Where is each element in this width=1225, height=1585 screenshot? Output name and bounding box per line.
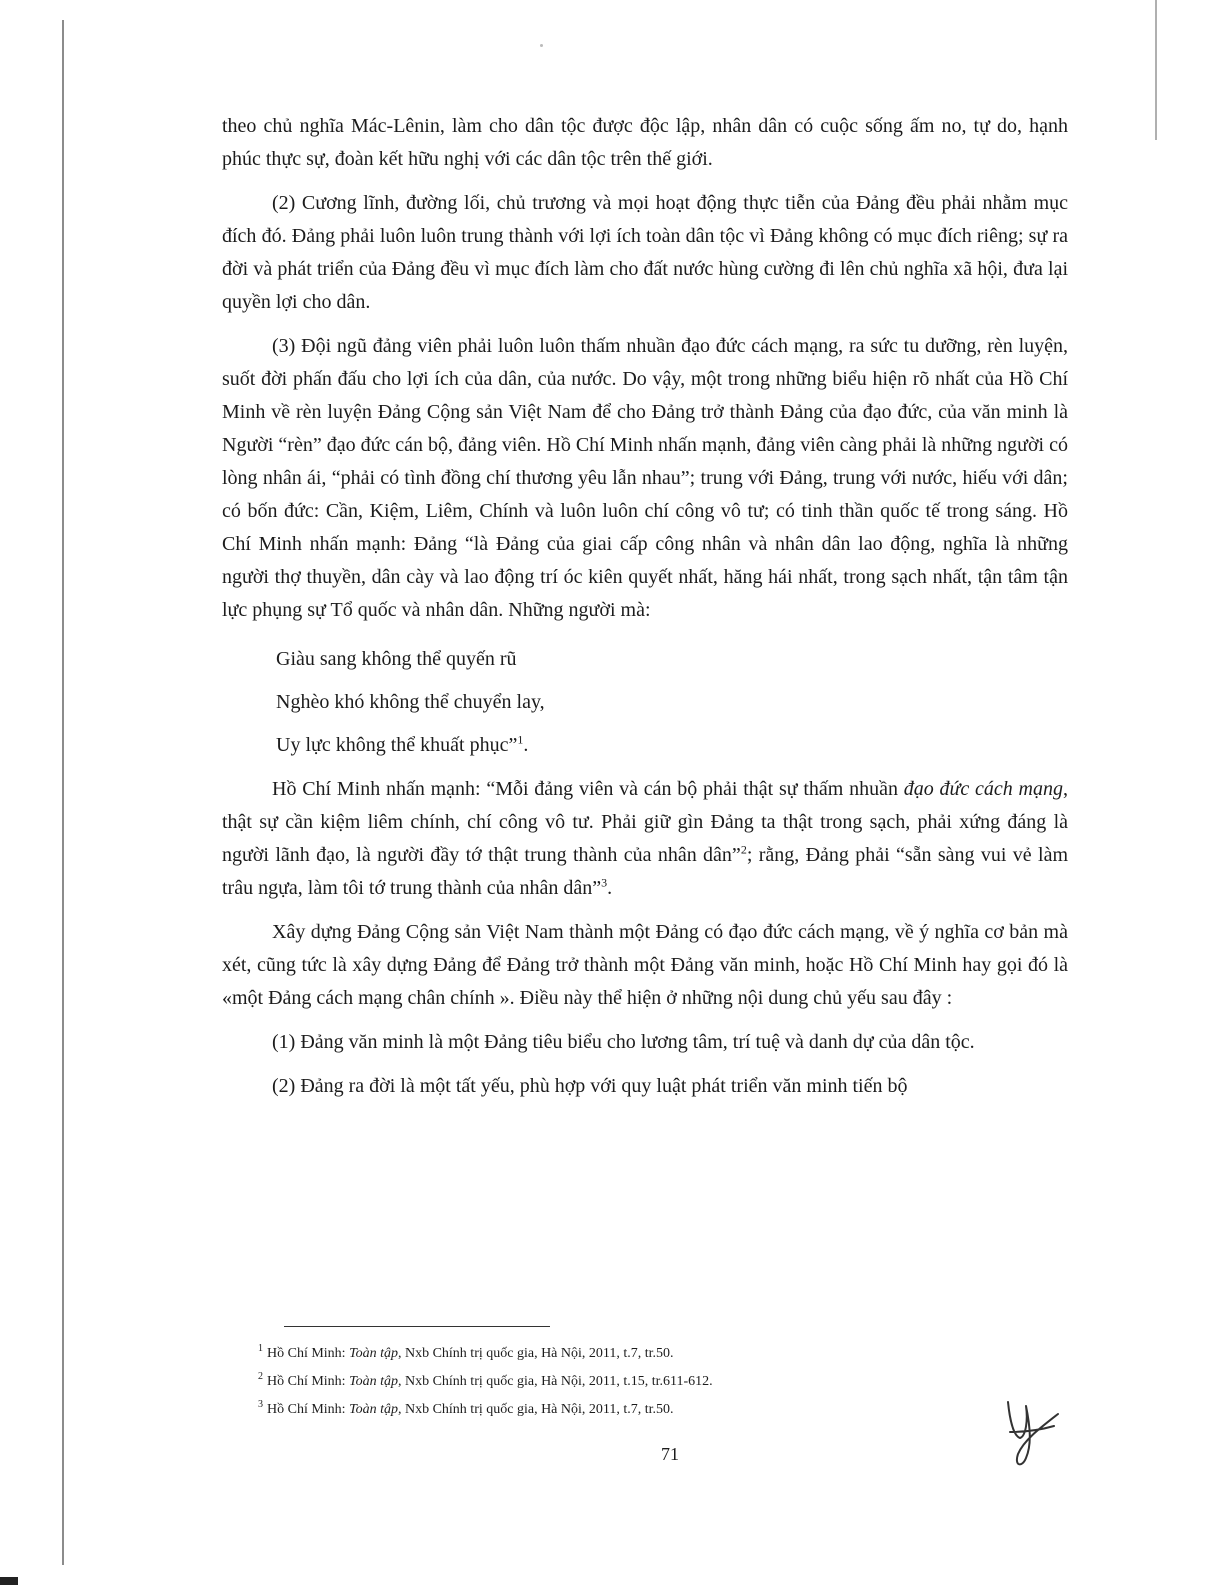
paragraph-4-italic: đạo đức cách mạng	[903, 778, 1064, 800]
footnote-details: , Nxb Chính trị quốc gia, Hà Nội, 2011, t.7, tr.50.	[397, 1402, 674, 1417]
paragraph-4-part-a: Hồ Chí Minh nhấn mạnh: “Mỗi đảng viên và cán bộ phải thật sự thấm nhuần	[272, 778, 904, 800]
footnote-title: Toàn tập	[349, 1374, 398, 1389]
scan-speck	[540, 44, 543, 47]
verse-quote	[276, 638, 1068, 767]
paragraph-continuation: theo chủ nghĩa Mác-Lênin, làm cho dân tộc được độc lập, nhân dân có cuộc sống ấm no, tự do, hạnh phúc thực sự, đoàn kết hữu nghị với các dân tộc trên thế giới.	[222, 115, 1068, 170]
footnote-author: Hồ Chí Minh:	[267, 1402, 350, 1417]
page-number: 71	[661, 1444, 679, 1464]
paragraph-4-part-d: .	[607, 877, 613, 899]
footnote-mark: 1	[258, 1343, 263, 1355]
verse-line-3-text: Uy lực không thể khuất phục”	[276, 734, 518, 756]
footnote-ref-1[interactable]: 1	[517, 732, 524, 747]
verse-line-1: Giàu sang không thể quyến rũ	[276, 648, 517, 670]
footnote-ref-2[interactable]: 2	[740, 842, 747, 857]
footnote-mark: 2	[258, 1371, 263, 1383]
footnote-author: Hồ Chí Minh:	[267, 1346, 350, 1361]
verse-line-2: Nghèo khó không thể chuyển lay,	[276, 691, 545, 713]
footnote-1	[258, 1340, 958, 1368]
paragraph-7: (2) Đảng ra đời là một tất yếu, phù hợp với quy luật phát triển văn minh tiến bộ	[272, 1075, 908, 1097]
paragraph-4	[222, 773, 1068, 905]
footnotes	[258, 1340, 958, 1424]
footnote-title: Toàn tập	[349, 1346, 398, 1361]
footnote-ref-3[interactable]: 3	[601, 875, 608, 890]
footnote-mark: 3	[258, 1399, 263, 1411]
scan-corner-mark	[0, 1577, 18, 1585]
verse-line-3	[276, 724, 1068, 767]
footnote-separator	[284, 1326, 550, 1327]
page-edge-line	[62, 20, 64, 1565]
paragraph-3: (3) Đội ngũ đảng viên phải luôn luôn thấm nhuần đạo đức cách mạng, ra sức tu dưỡng, rèn luyện, suốt đời phấn đấu cho lợi ích của dân, của nước. Do vậy, một trong những biểu hiện rõ nhất của Hồ Chí Minh về rèn luyện Đảng Cộng sản Việt Nam để cho Đảng trở thành Đảng của đạo đức, của văn minh là Người “rèn” đạo đức cán bộ, đảng viên. Hồ Chí Minh nhấn mạnh, đảng viên càng phải là những người có lòng nhân ái, “phải có tình đồng chí thương yêu lẫn nhau”; trung với Đảng, trung với nước, hiếu với dân; có bốn đức: Cần, Kiệm, Liêm, Chính và luôn luôn chí công vô tư; có tinh thần quốc tế trong sáng. Hồ Chí Minh nhấn mạnh: Đảng “là Đảng của giai cấp công nhân và nhân dân lao động, nghĩa là những người thợ thuyền, dân cày và lao động trí óc kiên quyết nhất, hăng hái nhất, trong sạch nhất, tận tâm tận lực phụng sự Tổ quốc và nhân dân. Những người mà:	[222, 335, 1068, 621]
paragraph-4-part-b: , thật sự cần kiệm liêm chính, chí công vô tư. Phải giữ gìn Đảng ta thật trong sạch, phải xứng đáng là người lãnh đạo, là người đầy tớ thật trung thành của nhân dân”	[222, 778, 1069, 866]
footnote-title: Toàn tập	[349, 1402, 398, 1417]
footnote-2	[258, 1368, 958, 1396]
footnote-details: , Nxb Chính trị quốc gia, Hà Nội, 2011, t.7, tr.50.	[397, 1346, 674, 1361]
paragraph-5: Xây dựng Đảng Cộng sản Việt Nam thành một Đảng có đạo đức cách mạng, về ý nghĩa cơ bản mà xét, cũng tức là xây dựng Đảng để Đảng trở thành một Đảng văn minh, hoặc Hồ Chí Minh hay gọi đó là «một Đảng cách mạng chân chính ». Điều này thể hiện ở những nội dung chủ yếu sau đây :	[222, 921, 1068, 1009]
footnote-details: , Nxb Chính trị quốc gia, Hà Nội, 2011, t.15, tr.611-612.	[397, 1374, 713, 1389]
body-text	[222, 110, 1068, 1114]
footnote-3	[258, 1396, 958, 1424]
paragraph-2: (2) Cương lĩnh, đường lối, chủ trương và mọi hoạt động thực tiễn của Đảng đều phải nhằm mục đích đó. Đảng phải luôn luôn trung thành với lợi ích toàn dân tộc vì Đảng không có mục đích riêng; sự ra đời và phát triển của Đảng đều vì mục đích làm cho đất nước hùng cường đi lên chủ nghĩa xã hội, đưa lại quyền lợi cho dân.	[222, 192, 1068, 313]
paragraph-4-part-c: ; rằng, Đảng phải “sẵn sàng vui vẻ làm trâu ngựa, làm tôi tớ trung thành của nhân dân”	[222, 844, 1068, 899]
paragraph-6: (1) Đảng văn minh là một Đảng tiêu biểu cho lương tâm, trí tuệ và danh dự của dân tộc.	[272, 1031, 975, 1053]
handwritten-initial-signature	[996, 1392, 1066, 1472]
verse-line-3-end: .	[523, 734, 529, 756]
page-edge-line-right	[1155, 0, 1157, 140]
footnote-author: Hồ Chí Minh:	[267, 1374, 350, 1389]
